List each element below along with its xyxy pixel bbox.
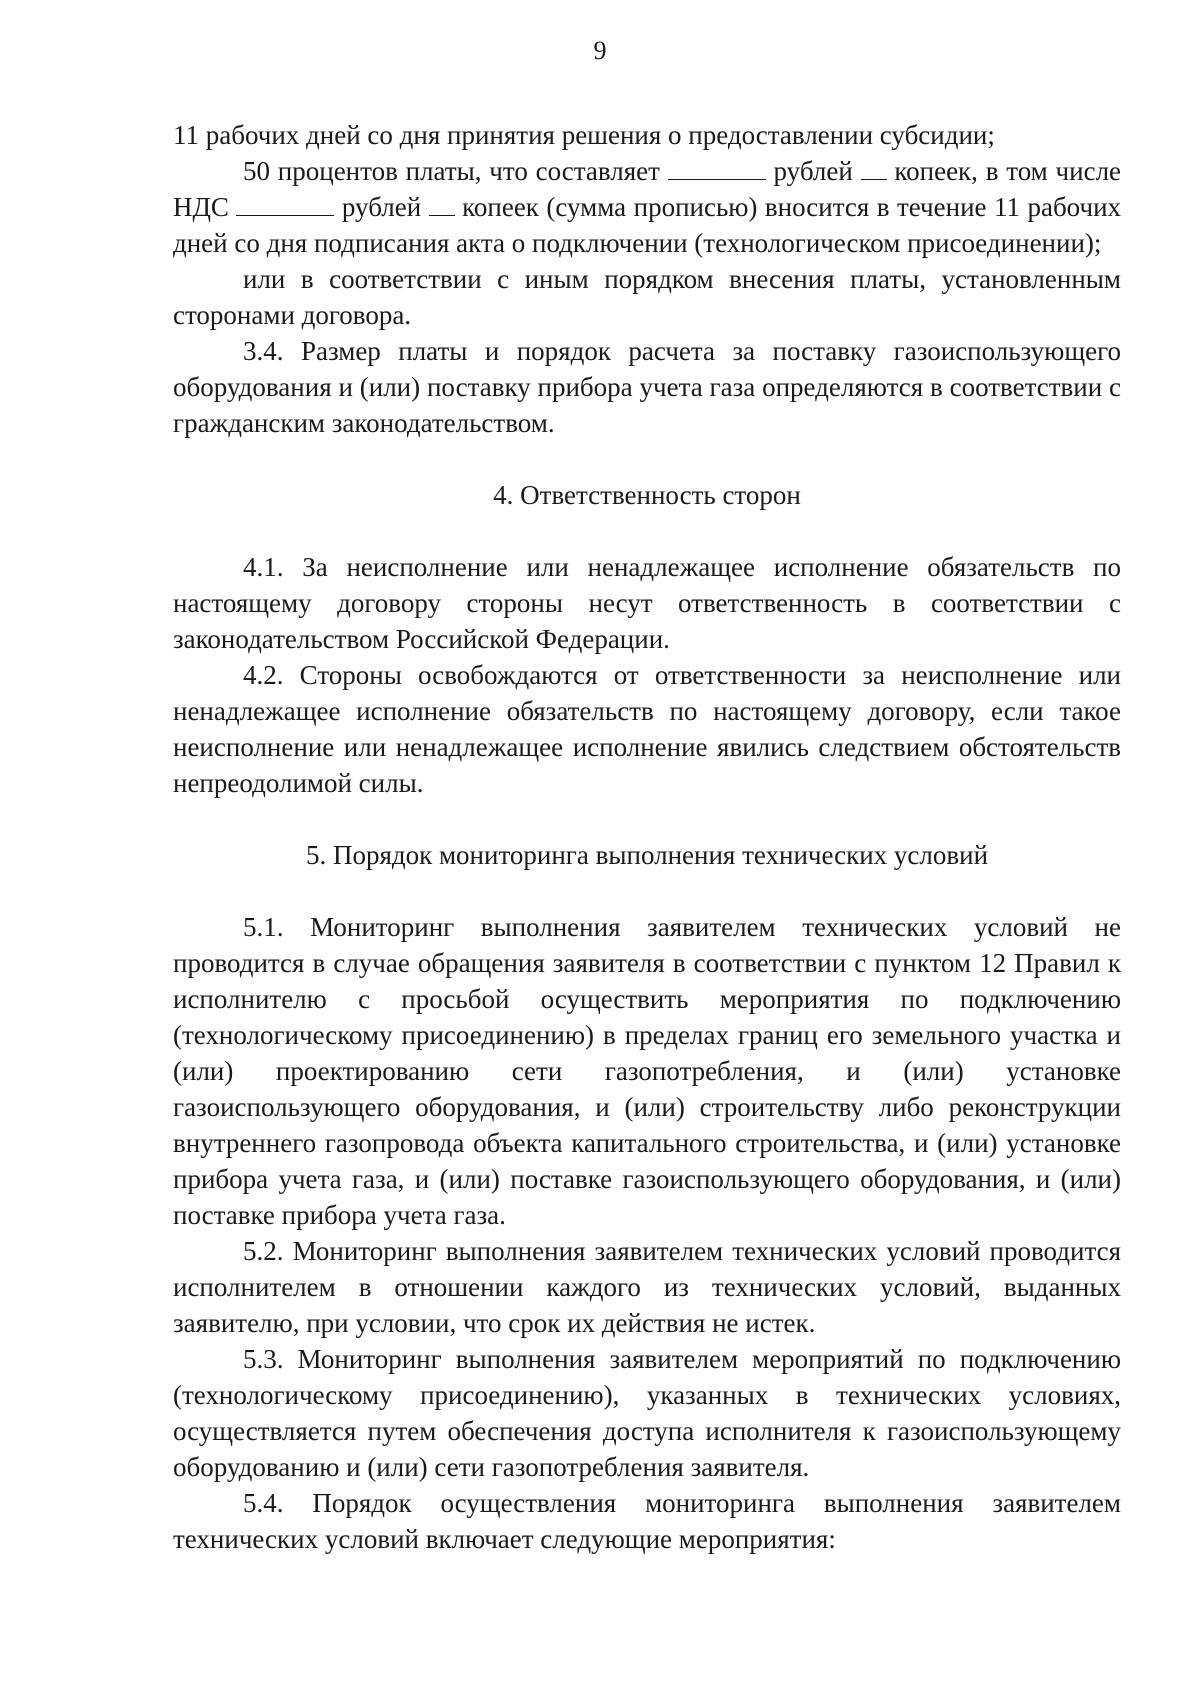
section-heading-5: 5. Порядок мониторинга выполнения технических условий [305, 840, 989, 870]
paragraph-4-2: 4.2. Стороны освобождаются от ответственности за неисполнение или ненадлежащее исполнение обязательств по настоящему договору, если такое неисполнение или ненадлежащее исполнение явились следствием обстоятельств непреодолимой силы. [173, 660, 1121, 798]
paragraph-3-4: 3.4. Размер платы и порядок расчета за поставку газоиспользующего оборудования и (или) поставку прибора учета газа определяются в соответствии с гражданским законодательством. [173, 336, 1121, 438]
spacer [173, 513, 1121, 549]
paragraph-5-1: 5.1. Мониторинг выполнения заявителем технических условий не проводится в случае обращения заявителя в соответствии с пунктом 12 Правил к исполнителю с просьбой осуществить мероприятия по подключению (технологическому присоединению) в пределах границ его земельного участка и (или) проектированию сети газопотребления, и (или) установке газоиспользующего оборудования, и (или) строительству либо реконструкции внутреннего газопровода объекта капитального строительства, и (или) установке прибора учета газа, и (или) поставке газоиспользующего оборудования, и (или) поставке прибора учета газа. [173, 912, 1121, 1230]
blank-field-vat-kopecks[interactable] [429, 189, 455, 216]
blank-field-rubles[interactable] [668, 153, 766, 180]
spacer [173, 441, 1121, 477]
paragraph-payment-50-percent [173, 153, 1121, 261]
paragraph-5-3: 5.3. Мониторинг выполнения заявителем мероприятий по подключению (технологическому присоединению), указанных в технических условиях, осуществляется путем обеспечения доступа исполнителя к газоиспользующему оборудованию и (или) сети газопотребления заявителя. [173, 1344, 1121, 1482]
document-body [173, 117, 1121, 1557]
payment-text-part: рублей [773, 156, 853, 186]
paragraph-other-order: или в соответствии с иным порядком внесения платы, установленным сторонами договора. [173, 264, 1121, 330]
section-heading-4: 4. Ответственность сторон [493, 480, 801, 510]
blank-field-kopecks[interactable] [861, 153, 887, 180]
page-number: 9 [593, 36, 607, 65]
paragraph-5-4: 5.4. Порядок осуществления мониторинга выполнения заявителем технических условий включает следующие мероприятия: [173, 1488, 1121, 1554]
payment-text-part: копеек, в том числе НДС [173, 156, 1122, 222]
spacer [173, 873, 1121, 909]
payment-text-part: копеек (сумма прописью) вносится в течение 11 рабочих дней со дня подписания акта о подключении (технологическом присоединении); [173, 192, 1122, 258]
paragraph-4-1: 4.1. За неисполнение или ненадлежащее исполнение обязательств по настоящему договору стороны несут ответственность в соответствии с законодательством Российской Федерации. [173, 552, 1121, 654]
payment-text-part: 50 процентов платы, что составляет [243, 156, 660, 186]
payment-text-part: рублей [341, 192, 422, 222]
paragraph-5-2: 5.2. Мониторинг выполнения заявителем технических условий проводится исполнителем в отношении каждого из технических условий, выданных заявителю, при условии, что срок их действия не истек. [173, 1236, 1121, 1338]
spacer [173, 801, 1121, 837]
blank-field-vat-rubles[interactable] [236, 189, 334, 216]
paragraph-continuation: 11 рабочих дней со дня принятия решения о предоставлении субсидии; [173, 120, 995, 150]
